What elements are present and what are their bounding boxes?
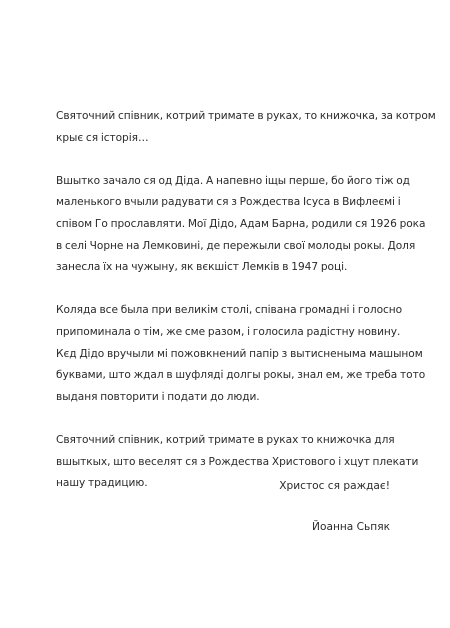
text-line: выданя повторити і подати до люди. xyxy=(56,390,260,403)
paragraph xyxy=(56,171,426,279)
text-line: Коляда все была при великім столі, співана громадні і голосно xyxy=(56,304,403,317)
text-line: співом Го прославляти. Мої Дідо, Адам Барна, родили ся 1926 рока xyxy=(56,217,426,230)
text-line: крыє ся історія… xyxy=(56,131,149,144)
paragraph xyxy=(56,300,426,408)
text-line: Вшытко зачало ся од Діда. А напевно іщы перше, бо його тіж од xyxy=(56,174,410,187)
text-line: в селі Чорне на Лемковині, де пережыли свої молоды рокы. Доля xyxy=(56,239,416,252)
text-line: припоминала о тім, же сме разом, і голосила радістну новину. xyxy=(56,325,401,338)
paragraph xyxy=(56,106,436,149)
closing-greeting: Христос ся раждає! xyxy=(279,480,390,492)
text-line: вшыткых, што веселят ся з Рождества Христового і хцут плекати xyxy=(56,455,419,468)
body-text xyxy=(56,106,436,516)
text-line: Святочний співник, котрий тримате в руках, то книжочка, за котром xyxy=(56,110,436,122)
text-line: Кєд Дідо вручыли мі пожовкнений папір з вытисненыма машыном xyxy=(56,347,423,360)
text-line: занесла їх на чужыну, як вєкшіст Лемків в 1947 році. xyxy=(56,261,348,274)
text-line: нашу традицию. xyxy=(56,477,148,490)
text-line: Святочний співник, котрий тримате в руках то книжочка для xyxy=(56,433,395,446)
text-line: буквами, што ждал в шуфляді долгы рокы, знал ем, же треба тото xyxy=(56,369,426,382)
author-signature: Йоанна Сьпяк xyxy=(312,521,390,533)
text-line: маленького вчыли радувати ся з Рождества Ісуса в Вифлеємі і xyxy=(56,196,401,209)
